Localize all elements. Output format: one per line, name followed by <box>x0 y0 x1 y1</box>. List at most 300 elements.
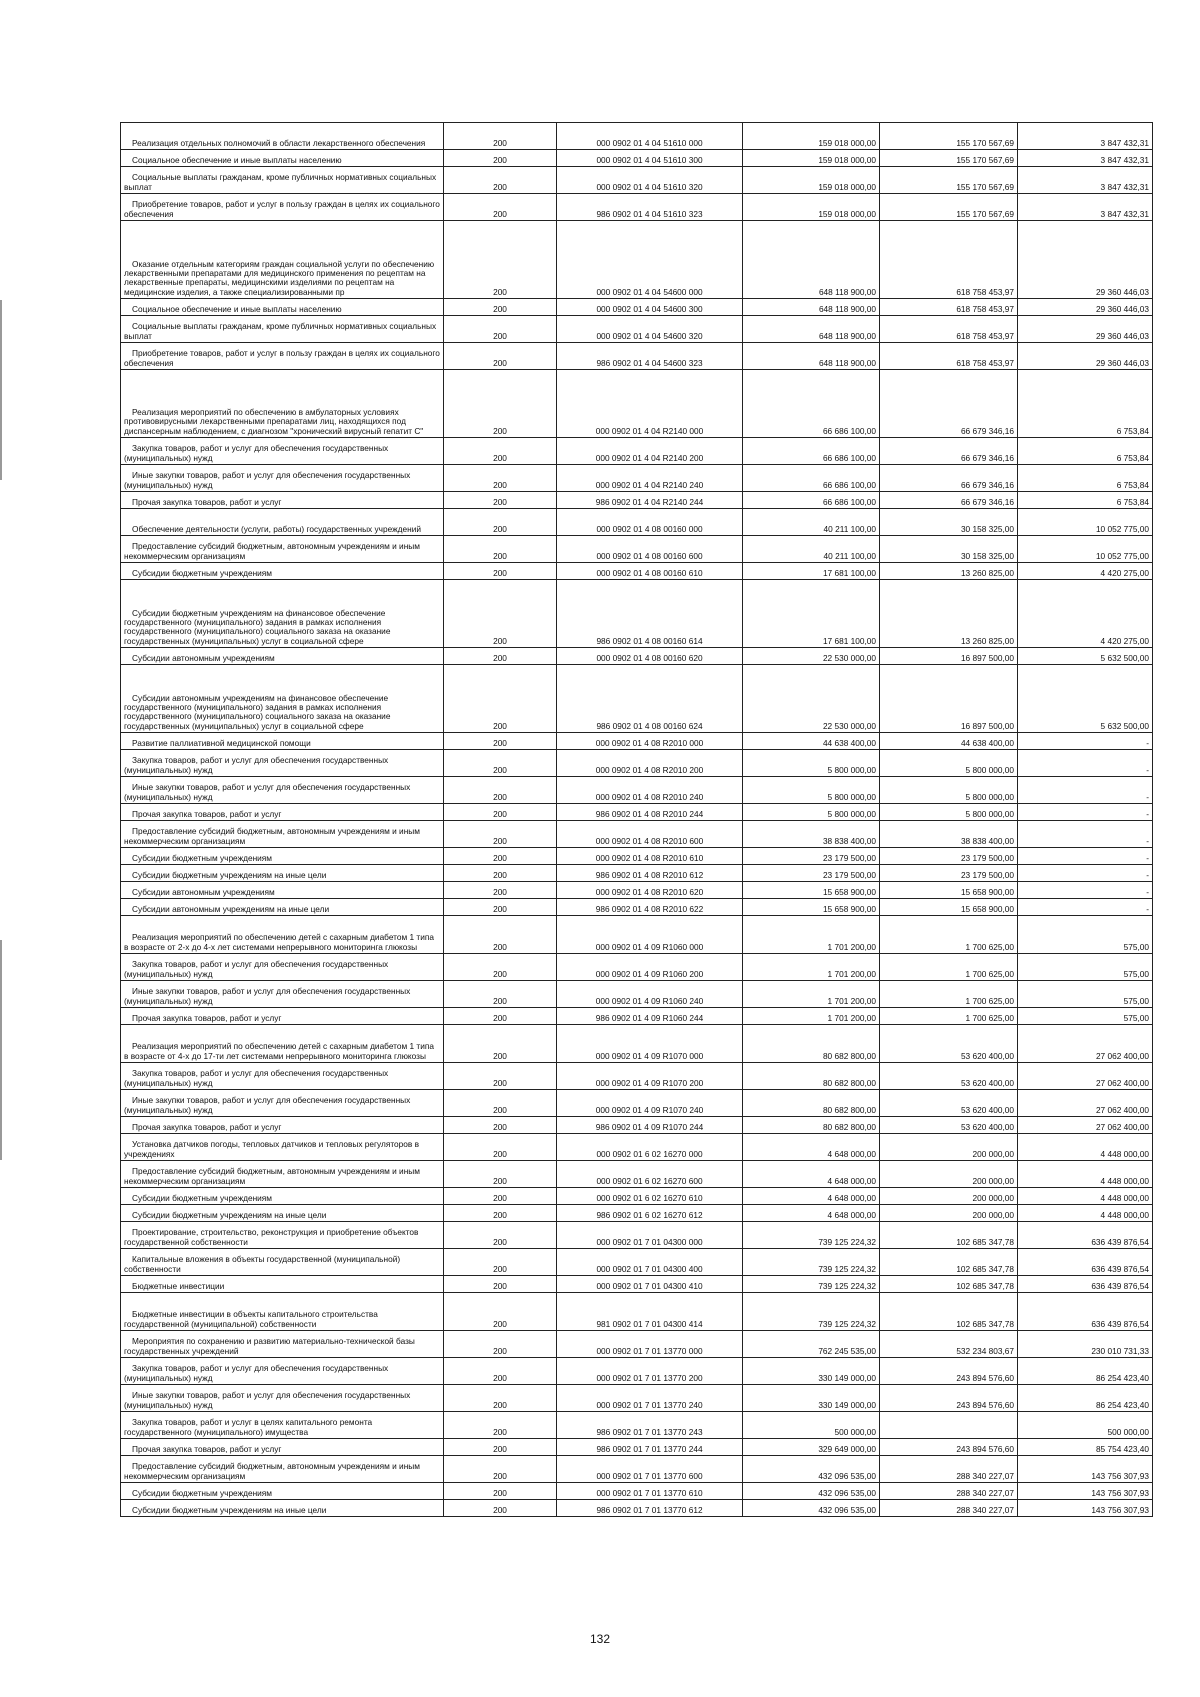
row-code-cell: 200 <box>444 1025 557 1063</box>
row-name-cell <box>121 1063 444 1090</box>
row-remaining-cell: - <box>1018 882 1153 899</box>
row-classification-cell: 986 0902 01 4 09 R1070 244 <box>557 1117 743 1134</box>
row-approved-cell: 80 682 800,00 <box>743 1025 880 1063</box>
row-approved-cell: 44 638 400,00 <box>743 733 880 750</box>
row-remaining-cell: 5 632 500,00 <box>1018 665 1153 733</box>
row-remaining-cell: 6 753,84 <box>1018 465 1153 492</box>
row-executed-cell: 1 700 625,00 <box>880 981 1018 1008</box>
row-approved-cell: 648 118 900,00 <box>743 221 880 299</box>
row-name-text: Реализация мероприятий по обеспечению детей с сахарным диабетом 1 типа в возрасте от 4-х до 17-ти лет системами непрерывного мониторинга глюкозы <box>124 1041 434 1061</box>
table-row <box>121 299 1153 316</box>
row-approved-cell: 40 211 100,00 <box>743 536 880 563</box>
row-approved-cell: 22 530 000,00 <box>743 665 880 733</box>
row-name-text: Предоставление субсидий бюджетным, автономным учреждениям и иным некоммерческим организациям <box>124 541 420 561</box>
row-code-cell: 200 <box>444 167 557 194</box>
row-remaining-cell: 6 753,84 <box>1018 370 1153 438</box>
row-code-cell: 200 <box>444 194 557 221</box>
row-name-cell <box>121 370 444 438</box>
row-classification-cell: 000 0902 01 4 08 00160 610 <box>557 563 743 580</box>
row-remaining-cell: 500 000,00 <box>1018 1412 1153 1439</box>
row-executed-cell: 243 894 576,60 <box>880 1385 1018 1412</box>
row-code-cell: 200 <box>444 1134 557 1161</box>
row-executed-cell: 5 800 000,00 <box>880 804 1018 821</box>
row-executed-cell: 200 000,00 <box>880 1161 1018 1188</box>
table-row <box>121 899 1153 916</box>
table-row <box>121 865 1153 882</box>
row-classification-cell: 000 0902 01 4 04 54600 320 <box>557 316 743 343</box>
row-name-text: Закупка товаров, работ и услуг для обеспечения государственных (муниципальных) нужд <box>124 443 389 463</box>
row-name-cell <box>121 1276 444 1293</box>
row-name-cell <box>121 1293 444 1331</box>
row-executed-cell: 200 000,00 <box>880 1134 1018 1161</box>
row-executed-cell: 618 758 453,97 <box>880 299 1018 316</box>
row-approved-cell: 5 800 000,00 <box>743 777 880 804</box>
row-name-text: Установка датчиков погоды, тепловых датчиков и тепловых регуляторов в учреждениях <box>124 1139 420 1159</box>
table-row <box>121 1483 1153 1500</box>
table-row <box>121 580 1153 648</box>
row-classification-cell: 000 0902 01 7 01 13770 610 <box>557 1483 743 1500</box>
table-row <box>121 438 1153 465</box>
row-executed-cell: 155 170 567,69 <box>880 123 1018 150</box>
row-remaining-cell: 575,00 <box>1018 954 1153 981</box>
row-remaining-cell: 3 847 432,31 <box>1018 150 1153 167</box>
row-classification-cell: 000 0902 01 4 08 R2010 620 <box>557 882 743 899</box>
row-executed-cell: 618 758 453,97 <box>880 316 1018 343</box>
row-code-cell: 200 <box>444 899 557 916</box>
table-row <box>121 1456 1153 1483</box>
row-name-cell <box>121 123 444 150</box>
row-name-cell <box>121 1412 444 1439</box>
row-approved-cell: 159 018 000,00 <box>743 150 880 167</box>
row-executed-cell: 288 340 227,07 <box>880 1500 1018 1517</box>
row-remaining-cell: 5 632 500,00 <box>1018 648 1153 665</box>
table-row <box>121 1331 1153 1358</box>
row-approved-cell: 1 701 200,00 <box>743 954 880 981</box>
row-remaining-cell: 575,00 <box>1018 916 1153 954</box>
row-executed-cell: 155 170 567,69 <box>880 194 1018 221</box>
table-row <box>121 954 1153 981</box>
row-code-cell: 200 <box>444 563 557 580</box>
row-code-cell: 200 <box>444 580 557 648</box>
row-remaining-cell: 4 448 000,00 <box>1018 1205 1153 1222</box>
table-row <box>121 848 1153 865</box>
row-approved-cell: 1 701 200,00 <box>743 1008 880 1025</box>
row-approved-cell: 80 682 800,00 <box>743 1090 880 1117</box>
row-executed-cell: 66 679 346,16 <box>880 370 1018 438</box>
row-executed-cell: 53 620 400,00 <box>880 1117 1018 1134</box>
row-name-cell <box>121 536 444 563</box>
row-name-cell <box>121 1483 444 1500</box>
row-approved-cell: 330 149 000,00 <box>743 1385 880 1412</box>
row-code-cell: 200 <box>444 821 557 848</box>
row-name-text: Приобретение товаров, работ и услуг в пользу граждан в целях их социального обеспечения <box>124 199 440 219</box>
row-remaining-cell: 636 439 876,54 <box>1018 1222 1153 1249</box>
row-code-cell: 200 <box>444 1331 557 1358</box>
row-classification-cell: 000 0902 01 4 08 R2010 240 <box>557 777 743 804</box>
table-row <box>121 221 1153 299</box>
row-executed-cell: 618 758 453,97 <box>880 221 1018 299</box>
row-name-cell <box>121 733 444 750</box>
row-name-cell <box>121 1385 444 1412</box>
row-name-text: Реализация отдельных полномочий в области лекарственного обеспечения <box>132 137 426 148</box>
row-executed-cell: 1 700 625,00 <box>880 1008 1018 1025</box>
row-name-cell <box>121 465 444 492</box>
row-name-text: Иные закупки товаров, работ и услуг для обеспечения государственных (муниципальных) нужд <box>124 1095 411 1115</box>
row-name-cell <box>121 777 444 804</box>
row-classification-cell: 000 0902 01 4 09 R1070 200 <box>557 1063 743 1090</box>
row-remaining-cell: - <box>1018 899 1153 916</box>
row-name-text: Субсидии бюджетным учреждениям <box>132 852 272 863</box>
row-name-cell <box>121 221 444 299</box>
table-row <box>121 1249 1153 1276</box>
row-approved-cell: 15 658 900,00 <box>743 882 880 899</box>
row-name-cell <box>121 1025 444 1063</box>
row-name-cell <box>121 1500 444 1517</box>
row-code-cell: 200 <box>444 438 557 465</box>
table-row <box>121 509 1153 536</box>
row-code-cell: 200 <box>444 1090 557 1117</box>
row-classification-cell: 000 0902 01 7 01 04300 400 <box>557 1249 743 1276</box>
row-name-cell <box>121 563 444 580</box>
row-classification-cell: 986 0902 01 7 01 13770 244 <box>557 1439 743 1456</box>
table-row <box>121 665 1153 733</box>
row-executed-cell: 53 620 400,00 <box>880 1090 1018 1117</box>
row-classification-cell: 986 0902 01 4 04 51610 323 <box>557 194 743 221</box>
table-row <box>121 1412 1153 1439</box>
row-name-cell <box>121 1090 444 1117</box>
row-classification-cell: 000 0902 01 4 04 R2140 200 <box>557 438 743 465</box>
budget-execution-table <box>120 122 1153 1517</box>
row-approved-cell: 4 648 000,00 <box>743 1205 880 1222</box>
table-row <box>121 750 1153 777</box>
row-executed-cell: 15 658 900,00 <box>880 882 1018 899</box>
row-name-cell <box>121 316 444 343</box>
row-classification-cell: 986 0902 01 4 08 R2010 622 <box>557 899 743 916</box>
row-remaining-cell: 143 756 307,93 <box>1018 1483 1153 1500</box>
row-approved-cell: 22 530 000,00 <box>743 648 880 665</box>
row-classification-cell: 000 0902 01 6 02 16270 610 <box>557 1188 743 1205</box>
table-row <box>121 343 1153 370</box>
table-row <box>121 648 1153 665</box>
row-name-text: Субсидии бюджетным учреждениям на иные цели <box>132 1504 327 1515</box>
row-name-text: Закупка товаров, работ и услуг для обеспечения государственных (муниципальных) нужд <box>124 959 389 979</box>
row-name-cell <box>121 848 444 865</box>
row-approved-cell: 648 118 900,00 <box>743 299 880 316</box>
row-name-cell <box>121 882 444 899</box>
row-classification-cell: 000 0902 01 4 08 R2010 600 <box>557 821 743 848</box>
row-approved-cell: 159 018 000,00 <box>743 194 880 221</box>
row-name-text: Субсидии автономным учреждениям на финансовое обеспечение государственного (муниципального) задания в рамках исполнения государственного (муниципального) социального заказа на оказание государственных (муниципальных) услуг в социальной сфере <box>124 692 391 731</box>
row-remaining-cell: 636 439 876,54 <box>1018 1249 1153 1276</box>
row-executed-cell: 30 158 325,00 <box>880 536 1018 563</box>
row-approved-cell: 159 018 000,00 <box>743 123 880 150</box>
row-remaining-cell: - <box>1018 777 1153 804</box>
row-name-text: Закупка товаров, работ и услуг для обеспечения государственных (муниципальных) нужд <box>124 755 389 775</box>
table-row <box>121 370 1153 438</box>
row-executed-cell: 1 700 625,00 <box>880 916 1018 954</box>
row-approved-cell: 38 838 400,00 <box>743 821 880 848</box>
table-row <box>121 804 1153 821</box>
row-remaining-cell: 4 448 000,00 <box>1018 1188 1153 1205</box>
row-name-text: Иные закупки товаров, работ и услуг для обеспечения государственных (муниципальных) нужд <box>124 782 411 802</box>
row-name-text: Реализация мероприятий по обеспечению детей с сахарным диабетом 1 типа в возрасте от 2-х до 4-х лет системами непрерывного мониторинга глюкозы <box>124 932 434 952</box>
row-classification-cell: 986 0902 01 6 02 16270 612 <box>557 1205 743 1222</box>
row-code-cell: 200 <box>444 882 557 899</box>
row-classification-cell: 000 0902 01 7 01 13770 200 <box>557 1358 743 1385</box>
row-approved-cell: 739 125 224,32 <box>743 1276 880 1293</box>
row-classification-cell: 986 0902 01 4 08 R2010 244 <box>557 804 743 821</box>
row-name-cell <box>121 648 444 665</box>
row-classification-cell: 000 0902 01 4 04 51610 300 <box>557 150 743 167</box>
table-row <box>121 1090 1153 1117</box>
row-executed-cell: 30 158 325,00 <box>880 509 1018 536</box>
row-executed-cell: 66 679 346,16 <box>880 465 1018 492</box>
row-name-text: Социальное обеспечение и иные выплаты населению <box>132 303 342 314</box>
row-executed-cell <box>880 1412 1018 1439</box>
row-executed-cell: 5 800 000,00 <box>880 750 1018 777</box>
row-name-text: Прочая закупка товаров, работ и услуг <box>132 1443 282 1454</box>
row-name-text: Закупка товаров, работ и услуг для обеспечения государственных (муниципальных) нужд <box>124 1363 389 1383</box>
row-executed-cell: 243 894 576,60 <box>880 1358 1018 1385</box>
table-row <box>121 1222 1153 1249</box>
row-name-text: Бюджетные инвестиции <box>132 1280 225 1291</box>
row-executed-cell: 16 897 500,00 <box>880 665 1018 733</box>
row-classification-cell: 000 0902 01 4 04 R2140 240 <box>557 465 743 492</box>
table-row <box>121 1439 1153 1456</box>
row-code-cell: 200 <box>444 665 557 733</box>
row-remaining-cell: 230 010 731,33 <box>1018 1331 1153 1358</box>
row-name-text: Иные закупки товаров, работ и услуг для обеспечения государственных (муниципальных) нужд <box>124 470 411 490</box>
row-remaining-cell: - <box>1018 865 1153 882</box>
row-executed-cell: 532 234 803,67 <box>880 1331 1018 1358</box>
row-code-cell: 200 <box>444 492 557 509</box>
row-code-cell: 200 <box>444 1188 557 1205</box>
row-code-cell: 200 <box>444 1293 557 1331</box>
row-code-cell: 200 <box>444 536 557 563</box>
row-name-text: Прочая закупка товаров, работ и услуг <box>132 1012 282 1023</box>
row-name-text: Мероприятия по сохранению и развитию материально-технической базы государственных учреждений <box>124 1336 415 1356</box>
row-classification-cell: 000 0902 01 4 08 R2010 610 <box>557 848 743 865</box>
row-name-cell <box>121 865 444 882</box>
row-name-cell <box>121 821 444 848</box>
row-name-text: Субсидии бюджетным учреждениям на иные цели <box>132 869 327 880</box>
table-row <box>121 465 1153 492</box>
table-row <box>121 150 1153 167</box>
row-classification-cell: 000 0902 01 4 04 51610 320 <box>557 167 743 194</box>
row-code-cell: 200 <box>444 299 557 316</box>
table-row <box>121 123 1153 150</box>
row-name-cell <box>121 167 444 194</box>
row-name-cell <box>121 299 444 316</box>
table-row <box>121 821 1153 848</box>
row-approved-cell: 432 096 535,00 <box>743 1483 880 1500</box>
row-classification-cell: 000 0902 01 4 08 R2010 000 <box>557 733 743 750</box>
row-executed-cell: 13 260 825,00 <box>880 563 1018 580</box>
row-classification-cell: 986 0902 01 4 04 R2140 244 <box>557 492 743 509</box>
row-executed-cell: 13 260 825,00 <box>880 580 1018 648</box>
row-approved-cell: 739 125 224,32 <box>743 1249 880 1276</box>
row-remaining-cell: 6 753,84 <box>1018 492 1153 509</box>
table-row <box>121 882 1153 899</box>
row-approved-cell: 648 118 900,00 <box>743 316 880 343</box>
table-row <box>121 1293 1153 1331</box>
row-classification-cell: 000 0902 01 4 08 00160 000 <box>557 509 743 536</box>
row-name-text: Приобретение товаров, работ и услуг в пользу граждан в целях их социального обеспечения <box>124 348 440 368</box>
row-executed-cell: 618 758 453,97 <box>880 343 1018 370</box>
row-code-cell: 200 <box>444 1205 557 1222</box>
table-row <box>121 1161 1153 1188</box>
row-remaining-cell: - <box>1018 821 1153 848</box>
row-code-cell: 200 <box>444 1008 557 1025</box>
row-executed-cell: 288 340 227,07 <box>880 1456 1018 1483</box>
row-name-text: Социальные выплаты гражданам, кроме публичных нормативных социальных выплат <box>124 172 437 192</box>
row-approved-cell: 80 682 800,00 <box>743 1117 880 1134</box>
row-name-cell <box>121 916 444 954</box>
row-code-cell: 200 <box>444 733 557 750</box>
row-remaining-cell: 4 420 275,00 <box>1018 563 1153 580</box>
table-row <box>121 1134 1153 1161</box>
row-approved-cell: 4 648 000,00 <box>743 1188 880 1205</box>
row-name-text: Прочая закупка товаров, работ и услуг <box>132 496 282 507</box>
row-approved-cell: 40 211 100,00 <box>743 509 880 536</box>
row-name-text: Субсидии бюджетным учреждениям <box>132 567 272 578</box>
row-approved-cell: 80 682 800,00 <box>743 1063 880 1090</box>
row-approved-cell: 762 245 535,00 <box>743 1331 880 1358</box>
row-remaining-cell: 85 754 423,40 <box>1018 1439 1153 1456</box>
row-name-text: Оказание отдельным категориям граждан социальной услуги по обеспечению лекарственными препаратами для медицинского применения по рецептам на лекарственные препараты, медицинскими изделиями по рецептам на медицинские изделия, а также специализированными пр <box>124 258 435 297</box>
row-approved-cell: 739 125 224,32 <box>743 1222 880 1249</box>
row-name-cell <box>121 1188 444 1205</box>
row-classification-cell: 000 0902 01 7 01 04300 000 <box>557 1222 743 1249</box>
row-classification-cell: 000 0902 01 7 01 13770 000 <box>557 1331 743 1358</box>
row-remaining-cell: 10 052 775,00 <box>1018 509 1153 536</box>
row-name-cell <box>121 509 444 536</box>
row-name-cell <box>121 150 444 167</box>
row-code-cell: 200 <box>444 465 557 492</box>
row-name-text: Капитальные вложения в объекты государственной (муниципальной) собственности <box>124 1254 401 1274</box>
row-executed-cell: 38 838 400,00 <box>880 821 1018 848</box>
row-approved-cell: 5 800 000,00 <box>743 750 880 777</box>
row-remaining-cell: - <box>1018 750 1153 777</box>
row-remaining-cell: 27 062 400,00 <box>1018 1090 1153 1117</box>
row-approved-cell: 17 681 100,00 <box>743 563 880 580</box>
row-executed-cell: 66 679 346,16 <box>880 438 1018 465</box>
table-row <box>121 1117 1153 1134</box>
table-row <box>121 536 1153 563</box>
row-code-cell: 200 <box>444 916 557 954</box>
row-classification-cell: 000 0902 01 7 01 13770 240 <box>557 1385 743 1412</box>
row-code-cell: 200 <box>444 1483 557 1500</box>
row-name-cell <box>121 1205 444 1222</box>
row-approved-cell: 159 018 000,00 <box>743 167 880 194</box>
row-classification-cell: 000 0902 01 7 01 13770 600 <box>557 1456 743 1483</box>
row-approved-cell: 66 686 100,00 <box>743 438 880 465</box>
table-row <box>121 194 1153 221</box>
page-number: 132 <box>589 1632 611 1646</box>
row-name-text: Субсидии автономным учреждениям <box>132 652 275 663</box>
row-executed-cell: 53 620 400,00 <box>880 1063 1018 1090</box>
row-name-cell <box>121 1456 444 1483</box>
row-name-text: Реализация мероприятий по обеспечению в амбулаторных условиях противовирусными лекарственными препаратами лиц, находящихся под диспансерным наблюдением, с диагнозом "хронический вирусный гепатит С" <box>124 407 424 436</box>
row-code-cell: 200 <box>444 1412 557 1439</box>
row-code-cell: 200 <box>444 954 557 981</box>
row-name-text: Обеспечение деятельности (услуги, работы) государственных учреждений <box>132 523 421 534</box>
row-code-cell: 200 <box>444 1500 557 1517</box>
scan-edge-mark <box>0 940 2 1160</box>
row-classification-cell: 986 0902 01 7 01 13770 612 <box>557 1500 743 1517</box>
row-remaining-cell: 6 753,84 <box>1018 438 1153 465</box>
row-approved-cell: 739 125 224,32 <box>743 1293 880 1331</box>
table-row <box>121 492 1153 509</box>
row-code-cell: 200 <box>444 1439 557 1456</box>
table-row <box>121 981 1153 1008</box>
row-remaining-cell: 29 360 446,03 <box>1018 299 1153 316</box>
table-row <box>121 733 1153 750</box>
row-classification-cell: 986 0902 01 7 01 13770 243 <box>557 1412 743 1439</box>
row-approved-cell: 329 649 000,00 <box>743 1439 880 1456</box>
row-name-cell <box>121 1134 444 1161</box>
table-row <box>121 1385 1153 1412</box>
row-classification-cell: 986 0902 01 4 08 R2010 612 <box>557 865 743 882</box>
row-name-cell <box>121 804 444 821</box>
row-name-text: Предоставление субсидий бюджетным, автономным учреждениям и иным некоммерческим организациям <box>124 826 420 846</box>
table-row <box>121 1358 1153 1385</box>
row-code-cell: 200 <box>444 509 557 536</box>
row-name-text: Субсидии автономным учреждениям <box>132 886 275 897</box>
row-executed-cell: 102 685 347,78 <box>880 1222 1018 1249</box>
row-approved-cell: 17 681 100,00 <box>743 580 880 648</box>
row-remaining-cell: - <box>1018 733 1153 750</box>
row-executed-cell: 200 000,00 <box>880 1188 1018 1205</box>
row-name-cell <box>121 194 444 221</box>
row-approved-cell: 66 686 100,00 <box>743 465 880 492</box>
row-classification-cell: 000 0902 01 4 04 54600 000 <box>557 221 743 299</box>
row-code-cell: 200 <box>444 1063 557 1090</box>
row-executed-cell: 102 685 347,78 <box>880 1293 1018 1331</box>
row-approved-cell: 5 800 000,00 <box>743 804 880 821</box>
row-remaining-cell: 10 052 775,00 <box>1018 536 1153 563</box>
row-remaining-cell: - <box>1018 804 1153 821</box>
row-name-text: Проектирование, строительство, реконструкция и приобретение объектов государственной собственности <box>124 1227 419 1247</box>
row-executed-cell: 1 700 625,00 <box>880 954 1018 981</box>
row-remaining-cell: 636 439 876,54 <box>1018 1276 1153 1293</box>
row-executed-cell: 23 179 500,00 <box>880 848 1018 865</box>
row-remaining-cell: 3 847 432,31 <box>1018 167 1153 194</box>
row-name-text: Бюджетные инвестиции в объекты капитального строительства государственной (муниципальной) собственности <box>124 1309 378 1329</box>
row-name-text: Прочая закупка товаров, работ и услуг <box>132 1121 282 1132</box>
row-approved-cell: 432 096 535,00 <box>743 1500 880 1517</box>
row-executed-cell: 102 685 347,78 <box>880 1276 1018 1293</box>
table-row <box>121 1188 1153 1205</box>
row-approved-cell: 66 686 100,00 <box>743 492 880 509</box>
row-code-cell: 200 <box>444 1249 557 1276</box>
table-body <box>121 123 1153 1517</box>
row-code-cell: 200 <box>444 750 557 777</box>
row-name-cell <box>121 1249 444 1276</box>
row-code-cell: 200 <box>444 316 557 343</box>
row-executed-cell: 53 620 400,00 <box>880 1025 1018 1063</box>
row-classification-cell: 000 0902 01 4 08 00160 600 <box>557 536 743 563</box>
row-executed-cell: 44 638 400,00 <box>880 733 1018 750</box>
row-approved-cell: 15 658 900,00 <box>743 899 880 916</box>
row-approved-cell: 23 179 500,00 <box>743 865 880 882</box>
row-code-cell: 200 <box>444 1161 557 1188</box>
row-approved-cell: 4 648 000,00 <box>743 1134 880 1161</box>
row-name-text: Закупка товаров, работ и услуг в целях капитального ремонта государственного (муниципального) имущества <box>124 1417 373 1437</box>
row-name-text: Иные закупки товаров, работ и услуг для обеспечения государственных (муниципальных) нужд <box>124 986 411 1006</box>
table-row <box>121 167 1153 194</box>
row-classification-cell: 000 0902 01 7 01 04300 410 <box>557 1276 743 1293</box>
